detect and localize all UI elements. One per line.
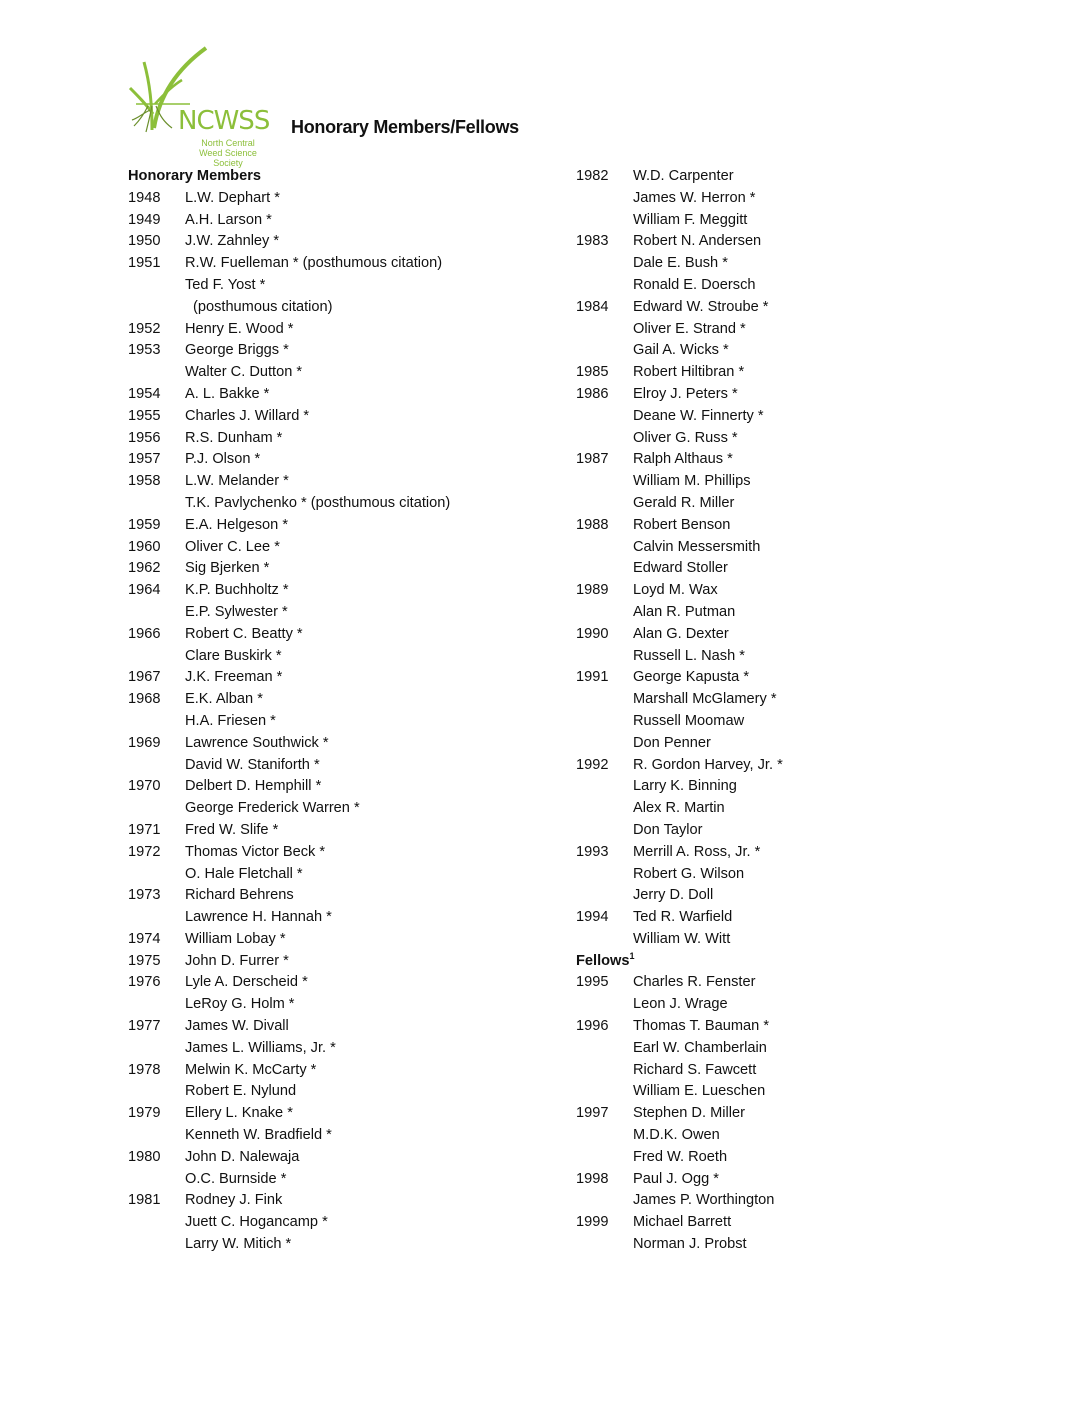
list-item — [576, 842, 761, 864]
list-item — [128, 733, 329, 755]
list-item — [128, 428, 283, 450]
member-name: Alan R. Putman — [633, 603, 736, 620]
left-column — [128, 166, 451, 1256]
year-label: 1954 — [128, 385, 161, 402]
list-item — [128, 1147, 300, 1169]
list-item — [128, 864, 303, 886]
list-item — [576, 275, 756, 297]
member-name: Lawrence Southwick * — [185, 734, 329, 751]
year-label: 1997 — [576, 1105, 609, 1122]
member-name: Oliver C. Lee * — [185, 538, 280, 555]
list-item — [576, 689, 777, 711]
member-name: O.C. Burnside * — [185, 1170, 287, 1187]
list-item — [576, 1169, 719, 1191]
member-name: Sig Bjerken * — [185, 560, 270, 577]
member-name: Thomas Victor Beck * — [185, 843, 326, 860]
list-item — [576, 1060, 757, 1082]
year-label: 1994 — [576, 909, 609, 926]
member-name: Earl W. Chamberlain — [633, 1039, 767, 1056]
list-item — [128, 689, 261, 711]
member-name: Rodney J. Fink — [185, 1192, 283, 1209]
list-item — [576, 1234, 747, 1256]
year-label: 1958 — [128, 473, 161, 490]
year-label: 1977 — [128, 1018, 161, 1035]
list-item — [128, 275, 266, 297]
member-name: R.S. Dunham * — [185, 429, 283, 446]
list-item — [576, 384, 738, 406]
member-name: Alan G. Dexter — [633, 625, 729, 642]
year-label: 1991 — [576, 669, 609, 686]
member-name: R.W. Fuelleman * (posthumous citation) — [185, 255, 443, 272]
list-item — [576, 624, 729, 646]
member-name: Dale E. Bush * — [633, 255, 728, 272]
member-name: James L. Williams, Jr. * — [185, 1039, 336, 1056]
ncwss-logo — [128, 44, 270, 168]
list-item — [576, 994, 728, 1016]
member-name: Merrill A. Ross, Jr. * — [633, 843, 761, 860]
list-item — [576, 1081, 766, 1103]
member-name: Clare Buskirk * — [185, 647, 282, 664]
list-item — [128, 929, 286, 951]
list-item — [576, 907, 733, 929]
list-item — [128, 471, 289, 493]
member-name: E.K. Alban * — [185, 691, 263, 708]
member-name: T.K. Pavlychenko * (posthumous citation) — [185, 494, 451, 511]
member-name: Robert Benson — [633, 516, 731, 533]
list-item — [576, 972, 756, 994]
list-item — [128, 384, 270, 406]
member-name: LeRoy G. Holm * — [185, 996, 295, 1013]
year-label: 1974 — [128, 930, 161, 947]
year-label: 1969 — [128, 734, 161, 751]
list-item — [128, 537, 280, 559]
list-item — [128, 798, 360, 820]
year-label: 1988 — [576, 516, 609, 533]
list-item — [576, 580, 718, 602]
list-item — [128, 842, 326, 864]
list-item — [128, 1125, 332, 1147]
list-item — [128, 406, 310, 428]
member-name: Lawrence H. Hannah * — [185, 909, 332, 926]
list-item — [128, 951, 289, 973]
list-item — [576, 776, 737, 798]
list-item — [128, 515, 289, 537]
list-item — [128, 580, 289, 602]
member-name: Melwin K. McCarty * — [185, 1061, 317, 1078]
list-item — [576, 340, 729, 362]
year-label: 1950 — [128, 233, 161, 250]
member-name: O. Hale Fletchall * — [185, 865, 303, 882]
member-name: Ellery L. Knake * — [185, 1105, 293, 1122]
member-name: Stephen D. Miller — [633, 1105, 745, 1122]
list-item — [128, 253, 443, 275]
list-item — [576, 493, 735, 515]
year-label: 1979 — [128, 1105, 161, 1122]
year-label: 1957 — [128, 451, 161, 468]
member-name: L.W. Dephart * — [185, 189, 280, 206]
list-item — [576, 755, 783, 777]
page-title: Honorary Members/Fellows — [291, 117, 519, 137]
member-name: Oliver G. Russ * — [633, 429, 738, 446]
list-item — [128, 972, 308, 994]
list-item — [576, 1147, 728, 1169]
list-item — [128, 297, 333, 319]
year-label: 1959 — [128, 516, 161, 533]
member-name: Delbert D. Hemphill * — [185, 778, 322, 795]
list-item — [128, 1081, 297, 1103]
member-name: Edward Stoller — [633, 560, 728, 577]
member-name: Robert N. Andersen — [633, 233, 762, 250]
member-name: Gail A. Wicks * — [633, 342, 729, 359]
member-name: H.A. Friesen * — [185, 712, 276, 729]
list-item — [128, 646, 282, 668]
member-name: Robert Hiltibran * — [633, 364, 745, 381]
year-label: 1986 — [576, 385, 609, 402]
member-name: (posthumous citation) — [193, 298, 333, 315]
year-label: 1996 — [576, 1018, 609, 1035]
member-name: A. L. Bakke * — [185, 385, 270, 402]
member-name: Marshall McGlamery * — [633, 691, 777, 708]
year-label: 1976 — [128, 974, 161, 991]
list-item — [576, 166, 734, 188]
fellows-heading-label: Fellows — [576, 952, 630, 969]
logo-subtitle-line2: Weed Science Society — [199, 148, 257, 168]
list-item — [128, 1190, 283, 1212]
list-item — [576, 864, 745, 886]
member-name: Don Taylor — [633, 821, 703, 838]
list-item — [128, 755, 320, 777]
year-label: 1962 — [128, 560, 161, 577]
list-item — [576, 1103, 745, 1125]
member-name: Robert E. Nylund — [185, 1083, 297, 1100]
year-label: 1978 — [128, 1061, 161, 1078]
year-label: 1953 — [128, 342, 161, 359]
member-name: Paul J. Ogg * — [633, 1170, 719, 1187]
year-label: 1951 — [128, 255, 161, 272]
list-item — [128, 711, 276, 733]
list-item — [576, 929, 731, 951]
member-name: Larry W. Mitich * — [185, 1236, 292, 1253]
member-name: William Lobay * — [185, 930, 286, 947]
member-name: A.H. Larson * — [185, 211, 272, 228]
member-name: M.D.K. Owen — [633, 1127, 720, 1144]
member-name: David W. Staniforth * — [185, 756, 320, 773]
list-item — [128, 362, 303, 384]
member-name: Ralph Althaus * — [633, 451, 733, 468]
list-item — [576, 428, 738, 450]
member-name: James P. Worthington — [633, 1192, 775, 1209]
member-name: Kenneth W. Bradfield * — [185, 1127, 332, 1144]
member-name: Norman J. Probst — [633, 1236, 747, 1253]
year-label: 1960 — [128, 538, 161, 555]
year-label: 1971 — [128, 821, 161, 838]
list-item — [576, 646, 745, 668]
list-item — [576, 1016, 770, 1038]
list-item — [128, 1234, 292, 1256]
right-member-list — [576, 166, 783, 951]
list-item — [576, 210, 748, 232]
year-label: 1993 — [576, 843, 609, 860]
year-label: 1992 — [576, 756, 609, 773]
member-name: Deane W. Finnerty * — [633, 407, 764, 424]
list-item — [576, 820, 703, 842]
member-name: George Briggs * — [185, 342, 289, 359]
list-item — [576, 558, 728, 580]
list-item — [576, 253, 728, 275]
list-item — [576, 231, 762, 253]
year-label: 1970 — [128, 778, 161, 795]
list-item — [128, 1169, 287, 1191]
member-name: Oliver E. Strand * — [633, 320, 746, 337]
list-item — [576, 1190, 775, 1212]
member-name: George Kapusta * — [633, 669, 750, 686]
year-label: 1975 — [128, 952, 161, 969]
member-name: Lyle A. Derscheid * — [185, 974, 308, 991]
member-name: J.K. Freeman * — [185, 669, 283, 686]
logo-subtitle — [188, 138, 268, 168]
year-label: 1966 — [128, 625, 161, 642]
list-item — [576, 471, 751, 493]
member-name: Henry E. Wood * — [185, 320, 294, 337]
list-item — [576, 885, 714, 907]
year-label: 1972 — [128, 843, 161, 860]
member-name: Don Penner — [633, 734, 711, 751]
right-column — [576, 166, 783, 1256]
year-label: 1999 — [576, 1214, 609, 1231]
year-label: 1984 — [576, 298, 609, 315]
year-label: 1980 — [128, 1148, 161, 1165]
member-name: Loyd M. Wax — [633, 582, 718, 599]
list-item — [128, 493, 451, 515]
member-name: George Frederick Warren * — [185, 800, 360, 817]
list-item — [576, 449, 733, 471]
member-name: William M. Phillips — [633, 473, 751, 490]
list-item — [128, 994, 295, 1016]
member-name: William F. Meggitt — [633, 211, 748, 228]
year-label: 1998 — [576, 1170, 609, 1187]
list-item — [128, 885, 294, 907]
member-name: Robert G. Wilson — [633, 865, 745, 882]
member-name: Fred W. Slife * — [185, 821, 279, 838]
fellows-member-list — [576, 972, 775, 1255]
list-item — [576, 667, 750, 689]
member-name: Leon J. Wrage — [633, 996, 728, 1013]
member-name: Elroy J. Peters * — [633, 385, 738, 402]
member-name: Gerald R. Miller — [633, 494, 735, 511]
member-name: Charles J. Willard * — [185, 407, 310, 424]
member-name: Walter C. Dutton * — [185, 364, 303, 381]
member-name: Calvin Messersmith — [633, 538, 761, 555]
member-name: E.P. Sylwester * — [185, 603, 288, 620]
member-name: E.A. Helgeson * — [185, 516, 289, 533]
list-item — [576, 711, 745, 733]
list-item — [128, 776, 322, 798]
list-item — [576, 798, 725, 820]
member-name: William E. Lueschen — [633, 1083, 766, 1100]
member-name: L.W. Melander * — [185, 473, 289, 490]
logo-subtitle-line1: North Central — [201, 138, 255, 148]
list-item — [128, 820, 279, 842]
logo-acronym: NCWSS — [178, 106, 270, 136]
list-item — [128, 1038, 336, 1060]
member-name: Thomas T. Bauman * — [633, 1018, 770, 1035]
left-member-list — [128, 188, 451, 1256]
member-name: John D. Furrer * — [185, 952, 289, 969]
list-item — [576, 515, 731, 537]
list-item — [576, 1212, 732, 1234]
list-item — [576, 319, 746, 341]
year-label: 1956 — [128, 429, 161, 446]
member-name: James W. Herron * — [633, 189, 756, 206]
year-label: 1987 — [576, 451, 609, 468]
list-item — [128, 319, 294, 341]
member-name: P.J. Olson * — [185, 451, 261, 468]
member-name: Richard Behrens — [185, 887, 294, 904]
list-item — [128, 340, 289, 362]
list-item — [128, 624, 303, 646]
year-label: 1985 — [576, 364, 609, 381]
year-label: 1967 — [128, 669, 161, 686]
list-item — [576, 188, 756, 210]
list-item — [128, 667, 283, 689]
list-item — [576, 537, 761, 559]
list-item — [128, 188, 280, 210]
member-name: Alex R. Martin — [633, 800, 725, 817]
honorary-members-heading: Honorary Members — [128, 168, 262, 184]
member-name: Larry K. Binning — [633, 778, 737, 795]
list-item — [576, 406, 764, 428]
list-item — [576, 1038, 767, 1060]
year-label: 1948 — [128, 189, 161, 206]
year-label: 1949 — [128, 211, 161, 228]
list-item — [576, 362, 745, 384]
member-name: Richard S. Fawcett — [633, 1061, 757, 1078]
list-item — [576, 602, 736, 624]
member-name: Juett C. Hogancamp * — [185, 1214, 328, 1231]
member-name: Fred W. Roeth — [633, 1148, 728, 1165]
fellows-heading — [576, 951, 635, 973]
member-name: Michael Barrett — [633, 1214, 732, 1231]
list-item — [128, 1212, 328, 1234]
member-name: Robert C. Beatty * — [185, 625, 303, 642]
year-label: 1968 — [128, 691, 161, 708]
member-name: Ted R. Warfield — [633, 909, 733, 926]
member-name: K.P. Buchholtz * — [185, 582, 289, 599]
list-item — [128, 231, 280, 253]
year-label: 1952 — [128, 320, 161, 337]
member-name: Russell L. Nash * — [633, 647, 745, 664]
year-label: 1989 — [576, 582, 609, 599]
year-label: 1981 — [128, 1192, 161, 1209]
member-name: William W. Witt — [633, 930, 731, 947]
member-name: Ronald E. Doersch — [633, 276, 756, 293]
list-item — [128, 907, 332, 929]
list-item — [128, 1016, 289, 1038]
member-name: Ted F. Yost * — [185, 276, 266, 293]
list-item — [128, 602, 288, 624]
list-item — [128, 558, 270, 580]
list-item — [128, 210, 272, 232]
member-name: J.W. Zahnley * — [185, 233, 280, 250]
member-name: Russell Moomaw — [633, 712, 745, 729]
fellows-footnote-marker: 1 — [629, 950, 635, 961]
member-name: John D. Nalewaja — [185, 1148, 300, 1165]
year-label: 1983 — [576, 233, 609, 250]
year-label: 1973 — [128, 887, 161, 904]
member-name: W.D. Carpenter — [633, 168, 734, 184]
list-item — [128, 1060, 317, 1082]
list-item — [576, 733, 711, 755]
year-label: 1990 — [576, 625, 609, 642]
list-item — [128, 1103, 293, 1125]
year-label: 1995 — [576, 974, 609, 991]
member-name: Jerry D. Doll — [633, 887, 714, 904]
year-label: 1982 — [576, 168, 609, 184]
member-name: Edward W. Stroube * — [633, 298, 769, 315]
list-item — [128, 449, 261, 471]
member-name: R. Gordon Harvey, Jr. * — [633, 756, 783, 773]
member-name: Charles R. Fenster — [633, 974, 756, 991]
member-name: James W. Divall — [185, 1018, 289, 1035]
year-label: 1964 — [128, 582, 161, 599]
year-label: 1955 — [128, 407, 161, 424]
list-item — [576, 1125, 720, 1147]
list-item — [576, 297, 769, 319]
